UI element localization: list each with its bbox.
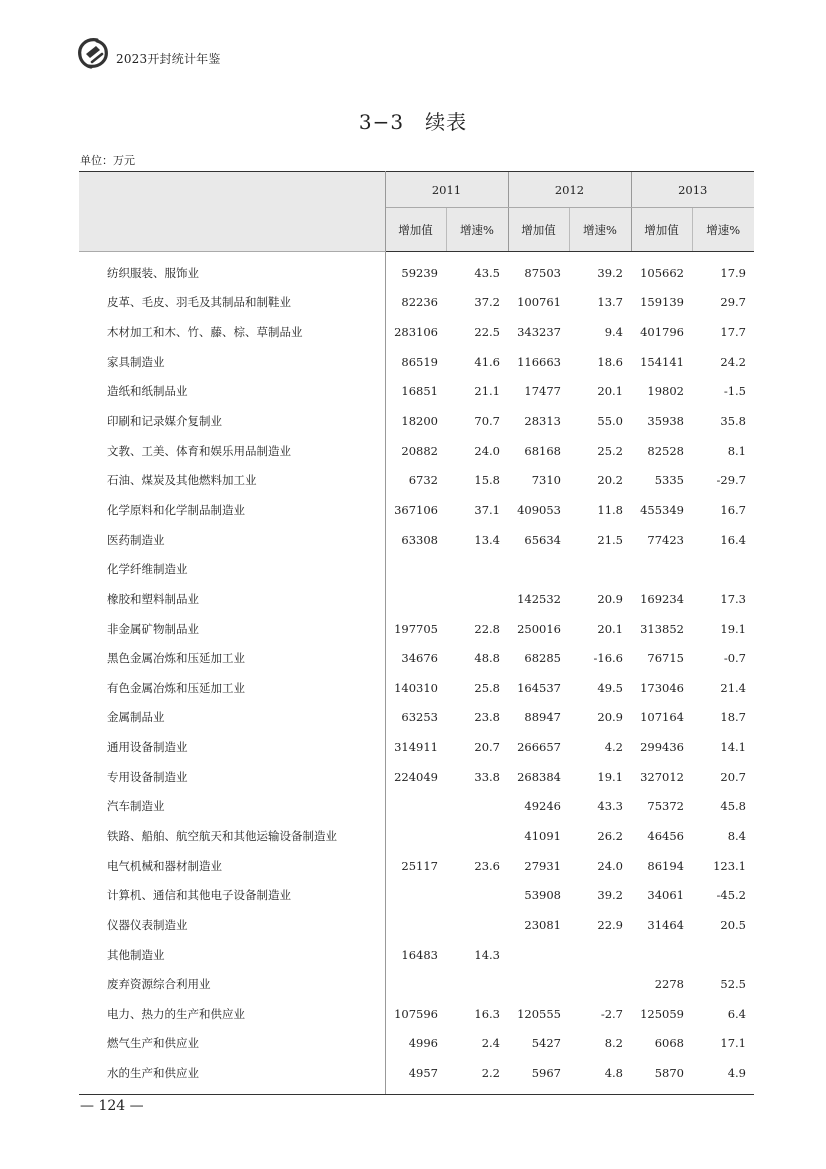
growth-rate-cell	[446, 880, 508, 910]
page-title: 3−3 续表	[358, 110, 468, 134]
growth-rate-cell: -16.6	[593, 651, 623, 666]
value-added-cell: 6068	[654, 1036, 684, 1051]
growth-rate-cell: -45.2	[716, 888, 746, 903]
growth-rate-cell: 13.4	[474, 532, 500, 547]
value-added-cell: 5335	[654, 473, 684, 488]
industry-name-cell: 通用设备制造业	[79, 732, 385, 762]
value-added-cell: 5870	[631, 1058, 692, 1094]
page-number: — 124 —	[80, 1098, 144, 1114]
growth-rate-cell: 16.3	[474, 1006, 500, 1021]
table-row	[79, 851, 754, 881]
table-row	[79, 377, 754, 407]
value-added-cell: 65634	[524, 532, 561, 547]
industry-name-cell: 化学原料和化学制品制造业	[79, 495, 385, 525]
table-row	[79, 288, 754, 318]
table-row	[79, 762, 754, 792]
growth-rate-cell: 6.4	[727, 1006, 746, 1021]
growth-rate-cell: 17.7	[720, 325, 746, 340]
value-added-cell: 120555	[517, 1006, 561, 1021]
growth-rate-cell: 37.1	[474, 502, 500, 517]
industry-name-cell: 橡胶和塑料制品业	[79, 584, 385, 614]
table-row	[79, 252, 754, 288]
value-added-cell: 63253	[401, 710, 438, 725]
table-row	[79, 910, 754, 940]
growth-rate-cell: 39.2	[597, 265, 623, 280]
value-added-cell	[385, 584, 446, 614]
value-added-cell: 266657	[517, 740, 561, 755]
value-added-cell: 455349	[640, 502, 684, 517]
value-added-cell	[508, 969, 569, 999]
value-added-cell	[631, 554, 692, 584]
growth-rate-cell: 8.1	[727, 443, 746, 458]
growth-rate-cell: 23.6	[474, 858, 500, 873]
growth-rate-cell	[692, 554, 754, 584]
industry-name-cell: 印刷和记录媒介复制业	[79, 406, 385, 436]
industry-name-cell: 废弃资源综合利用业	[79, 969, 385, 999]
value-added-cell	[385, 792, 446, 822]
value-added-cell: 4957	[385, 1058, 446, 1094]
value-added-cell: 5427	[531, 1036, 561, 1051]
table-row	[79, 732, 754, 762]
table-row	[79, 614, 754, 644]
growth-rate-cell: 8.4	[727, 828, 746, 843]
growth-rate-cell: 41.6	[474, 354, 500, 369]
growth-rate-cell: 8.2	[604, 1036, 623, 1051]
industry-name-cell: 专用设备制造业	[79, 762, 385, 792]
unit-label: 单位：万元	[80, 154, 135, 167]
value-added-cell	[385, 910, 446, 940]
value-added-cell: 164537	[517, 680, 561, 695]
year-header: 2011	[385, 172, 508, 208]
growth-rate-cell: 15.8	[474, 473, 500, 488]
table-row	[79, 317, 754, 347]
growth-rate-header: 增速%	[569, 208, 631, 252]
statistics-table	[79, 171, 754, 1095]
industry-name-cell: 化学纤维制造业	[79, 554, 385, 584]
value-added-cell	[508, 554, 569, 584]
year-header: 2012	[508, 172, 631, 208]
yearbook-logo-icon	[76, 36, 110, 70]
growth-rate-cell: 16.7	[720, 502, 746, 517]
book-title: 2023开封统计年鉴	[116, 52, 221, 66]
value-added-cell: 41091	[524, 828, 561, 843]
table-row	[79, 821, 754, 851]
value-added-cell: 100761	[517, 295, 561, 310]
value-added-header: 增加值	[508, 208, 569, 252]
growth-rate-cell: 14.3	[474, 947, 500, 962]
value-added-cell: 28313	[524, 414, 561, 429]
value-added-cell: 63308	[401, 532, 438, 547]
value-added-cell: 169234	[640, 591, 684, 606]
growth-rate-cell: 20.1	[597, 621, 623, 636]
growth-rate-cell: -1.5	[723, 384, 746, 399]
table-row	[79, 495, 754, 525]
growth-rate-cell: 123.1	[713, 858, 746, 873]
table-row	[79, 584, 754, 614]
value-added-cell: 82236	[401, 295, 438, 310]
growth-rate-cell: 25.8	[474, 680, 500, 695]
industry-name-cell: 造纸和纸制品业	[79, 377, 385, 407]
growth-rate-cell	[446, 969, 508, 999]
growth-rate-cell: 70.7	[474, 414, 500, 429]
value-added-cell: 314911	[394, 740, 438, 755]
table-row	[79, 406, 754, 436]
growth-rate-cell: 22.5	[474, 325, 500, 340]
industry-name-cell: 皮革、毛皮、羽毛及其制品和制鞋业	[79, 288, 385, 318]
value-added-cell: 23081	[524, 917, 561, 932]
growth-rate-cell	[692, 940, 754, 970]
growth-rate-cell: 14.1	[720, 740, 746, 755]
value-added-cell: 25117	[401, 858, 438, 873]
value-added-cell	[385, 821, 446, 851]
value-added-cell: 18200	[401, 414, 438, 429]
growth-rate-cell: 13.7	[597, 295, 623, 310]
growth-rate-header: 增速%	[692, 208, 754, 252]
table-row	[79, 525, 754, 555]
value-added-cell: 154141	[640, 354, 684, 369]
growth-rate-cell: 49.5	[597, 680, 623, 695]
value-added-cell: 125059	[640, 1006, 684, 1021]
growth-rate-cell: 43.5	[474, 265, 500, 280]
table-body	[79, 252, 754, 1095]
growth-rate-cell: 19.1	[720, 621, 746, 636]
industry-name-cell: 金属制品业	[79, 703, 385, 733]
table-row	[79, 940, 754, 970]
growth-rate-cell: 18.7	[720, 710, 746, 725]
value-added-cell: 34061	[647, 888, 684, 903]
industry-name-cell: 电力、热力的生产和供应业	[79, 999, 385, 1029]
value-added-cell: 88947	[524, 710, 561, 725]
value-added-cell: 159139	[640, 295, 684, 310]
value-added-cell: 173046	[640, 680, 684, 695]
value-added-cell: 68285	[524, 651, 561, 666]
growth-rate-cell: 19.1	[597, 769, 623, 784]
industry-name-cell: 木材加工和木、竹、藤、棕、草制品业	[79, 317, 385, 347]
growth-rate-cell: 4.9	[692, 1058, 754, 1094]
growth-rate-cell: 24.0	[597, 858, 623, 873]
value-added-cell: 116663	[517, 354, 561, 369]
growth-rate-cell: 4.2	[604, 740, 623, 755]
value-added-cell: 31464	[647, 917, 684, 932]
value-added-cell: 59239	[401, 265, 438, 280]
year-header: 2013	[631, 172, 754, 208]
table-row	[79, 347, 754, 377]
growth-rate-cell: 21.4	[720, 680, 746, 695]
industry-name-cell: 家具制造业	[79, 347, 385, 377]
value-added-cell: 268384	[517, 769, 561, 784]
growth-rate-cell: 17.9	[720, 265, 746, 280]
growth-rate-cell: 2.4	[481, 1036, 500, 1051]
industry-name-cell: 仪器仪表制造业	[79, 910, 385, 940]
value-added-cell: 77423	[647, 532, 684, 547]
growth-rate-cell: 4.8	[569, 1058, 631, 1094]
value-added-cell: 2278	[654, 977, 684, 992]
value-added-cell: 5967	[508, 1058, 569, 1094]
value-added-cell: 140310	[394, 680, 438, 695]
value-added-cell: 75372	[647, 799, 684, 814]
value-added-cell: 367106	[394, 502, 438, 517]
growth-rate-cell	[446, 910, 508, 940]
growth-rate-cell: 20.1	[597, 384, 623, 399]
value-added-cell: 20882	[401, 443, 438, 458]
industry-name-cell: 铁路、船舶、航空航天和其他运输设备制造业	[79, 821, 385, 851]
industry-name-cell: 黑色金属冶炼和压延加工业	[79, 643, 385, 673]
table-row	[79, 703, 754, 733]
value-added-header: 增加值	[631, 208, 692, 252]
industry-name-cell: 石油、煤炭及其他燃料加工业	[79, 465, 385, 495]
industry-name-cell: 水的生产和供应业	[79, 1058, 385, 1094]
value-added-header: 增加值	[385, 208, 446, 252]
table-row	[79, 673, 754, 703]
value-added-cell: 68168	[524, 443, 561, 458]
table-row	[79, 554, 754, 584]
growth-rate-cell: 35.8	[720, 414, 746, 429]
growth-rate-cell: 43.3	[597, 799, 623, 814]
value-added-cell: 224049	[394, 769, 438, 784]
growth-rate-cell: 22.8	[474, 621, 500, 636]
industry-name-cell: 汽车制造业	[79, 792, 385, 822]
value-added-cell: 197705	[394, 621, 438, 636]
value-added-cell: 35938	[647, 414, 684, 429]
growth-rate-cell: 52.5	[720, 977, 746, 992]
value-added-cell: 401796	[640, 325, 684, 340]
growth-rate-cell: 45.8	[720, 799, 746, 814]
corner-header-cell	[79, 172, 385, 252]
growth-rate-cell: 37.2	[474, 295, 500, 310]
table-row	[79, 465, 754, 495]
growth-rate-cell: 25.2	[597, 443, 623, 458]
industry-name-cell: 非金属矿物制品业	[79, 614, 385, 644]
table-row	[79, 1058, 754, 1094]
value-added-cell	[508, 940, 569, 970]
value-added-cell: 16483	[401, 947, 438, 962]
value-added-cell: 87503	[524, 265, 561, 280]
value-added-cell: 27931	[524, 858, 561, 873]
value-added-cell: 250016	[517, 621, 561, 636]
industry-name-cell: 电气机械和器材制造业	[79, 851, 385, 881]
growth-rate-cell: 20.9	[597, 710, 623, 725]
value-added-cell: 19802	[647, 384, 684, 399]
table-row	[79, 999, 754, 1029]
growth-rate-cell: 20.7	[720, 769, 746, 784]
value-added-cell	[385, 880, 446, 910]
growth-rate-cell	[446, 584, 508, 614]
growth-rate-cell: -29.7	[716, 473, 746, 488]
table-row	[79, 1029, 754, 1059]
growth-rate-cell: 20.9	[597, 591, 623, 606]
value-added-cell	[631, 940, 692, 970]
growth-rate-cell: 29.7	[720, 295, 746, 310]
value-added-cell: 299436	[640, 740, 684, 755]
industry-name-cell: 有色金属冶炼和压延加工业	[79, 673, 385, 703]
value-added-cell	[385, 554, 446, 584]
growth-rate-cell: 22.9	[597, 917, 623, 932]
value-added-cell: 283106	[394, 325, 438, 340]
growth-rate-cell: 20.2	[597, 473, 623, 488]
growth-rate-cell	[569, 554, 631, 584]
value-added-cell: 86519	[401, 354, 438, 369]
industry-name-cell: 纺织服装、服饰业	[79, 252, 385, 288]
growth-rate-cell: 17.1	[720, 1036, 746, 1051]
growth-rate-cell	[446, 554, 508, 584]
growth-rate-cell: 18.6	[597, 354, 623, 369]
growth-rate-cell: -2.7	[600, 1006, 623, 1021]
value-added-cell: 107164	[640, 710, 684, 725]
table-row	[79, 643, 754, 673]
growth-rate-cell: 24.0	[474, 443, 500, 458]
growth-rate-cell: -0.7	[723, 651, 746, 666]
value-added-cell: 409053	[517, 502, 561, 517]
industry-name-cell: 计算机、通信和其他电子设备制造业	[79, 880, 385, 910]
value-added-cell: 142532	[517, 591, 561, 606]
growth-rate-cell: 2.2	[446, 1058, 508, 1094]
growth-rate-cell: 39.2	[597, 888, 623, 903]
industry-name-cell: 文教、工美、体育和娱乐用品制造业	[79, 436, 385, 466]
value-added-cell: 4996	[408, 1036, 438, 1051]
growth-rate-cell: 9.4	[604, 325, 623, 340]
growth-rate-cell: 17.3	[720, 591, 746, 606]
value-added-cell: 343237	[517, 325, 561, 340]
value-added-cell: 82528	[647, 443, 684, 458]
growth-rate-cell	[446, 821, 508, 851]
growth-rate-cell: 21.5	[597, 532, 623, 547]
growth-rate-cell: 20.7	[474, 740, 500, 755]
growth-rate-cell: 11.8	[597, 502, 623, 517]
growth-rate-cell: 20.5	[720, 917, 746, 932]
value-added-cell: 105662	[640, 265, 684, 280]
growth-rate-header: 增速%	[446, 208, 508, 252]
growth-rate-cell: 23.8	[474, 710, 500, 725]
value-added-cell: 6732	[408, 473, 438, 488]
growth-rate-cell: 55.0	[597, 414, 623, 429]
industry-name-cell: 其他制造业	[79, 940, 385, 970]
growth-rate-cell: 16.4	[720, 532, 746, 547]
growth-rate-cell: 48.8	[474, 651, 500, 666]
growth-rate-cell: 21.1	[474, 384, 500, 399]
value-added-cell: 7310	[531, 473, 561, 488]
table-row	[79, 792, 754, 822]
value-added-cell: 107596	[394, 1006, 438, 1021]
growth-rate-cell: 33.8	[474, 769, 500, 784]
year-header-row	[79, 172, 754, 208]
value-added-cell	[385, 969, 446, 999]
growth-rate-cell	[569, 969, 631, 999]
value-added-cell: 313852	[640, 621, 684, 636]
growth-rate-cell: 26.2	[597, 828, 623, 843]
growth-rate-cell: 24.2	[720, 354, 746, 369]
value-added-cell: 17477	[524, 384, 561, 399]
industry-name-cell: 医药制造业	[79, 525, 385, 555]
table-row	[79, 436, 754, 466]
table-row	[79, 880, 754, 910]
growth-rate-cell	[446, 792, 508, 822]
value-added-cell: 327012	[640, 769, 684, 784]
value-added-cell: 49246	[524, 799, 561, 814]
table-row	[79, 969, 754, 999]
industry-name-cell: 燃气生产和供应业	[79, 1029, 385, 1059]
value-added-cell: 53908	[524, 888, 561, 903]
value-added-cell: 34676	[401, 651, 438, 666]
value-added-cell: 76715	[647, 651, 684, 666]
growth-rate-cell	[569, 940, 631, 970]
value-added-cell: 86194	[647, 858, 684, 873]
value-added-cell: 16851	[401, 384, 438, 399]
value-added-cell: 46456	[647, 828, 684, 843]
